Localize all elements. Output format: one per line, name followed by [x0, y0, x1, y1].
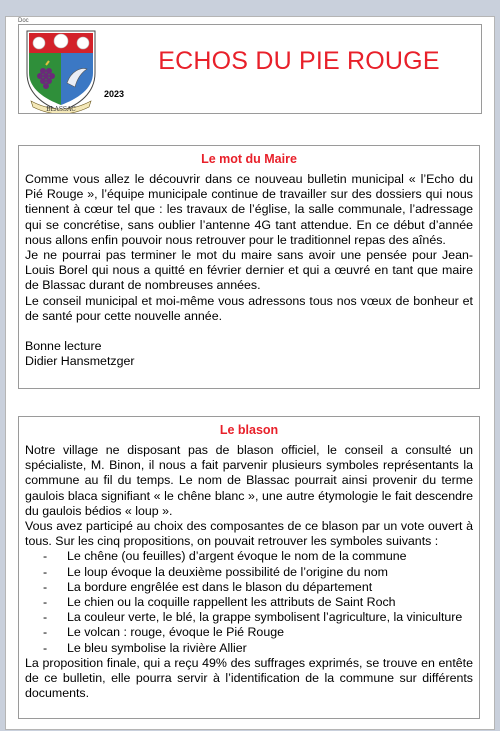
mayor-paragraph: Comme vous allez le découvrir dans ce nouveau bulletin municipal « l’Echo du Pié Rouge », l’équipe municipale continue de travailler sur des dossiers qui nous tiennent à cœur tel que : les travaux de l’église, la salle communale, l’adressage qui se concrétise, sans oublier l’antenne 4G tant attendue. En ce début d’année nous allons enfin pouvoir nous retrouver pour le traditionnel repas des aînés. — [25, 172, 473, 247]
mayor-word-heading: Le mot du Maire — [201, 152, 297, 166]
bulletin-title: ECHOS DU PIE ROUGE — [158, 47, 440, 75]
blason-symbol-list — [25, 549, 473, 655]
bulletin-year: 2023 — [104, 89, 125, 99]
mayor-closing: Bonne lecture — [25, 339, 102, 354]
symbol-item: - Le bleu symbolise la rivière Allier — [43, 641, 473, 656]
blason-heading: Le blason — [219, 423, 279, 437]
symbol-item: - Le volcan : rouge, évoque le Pié Rouge — [43, 625, 473, 640]
blason-conclusion: La proposition finale, qui a reçu 49% des suffrages exprimés, se trouve en entête de ce bulletin, elle pourra servir à l’identification de la commune sur différents documents. — [25, 655, 473, 701]
symbol-item: - La bordure engrêlée est dans le blason du département — [43, 580, 473, 595]
mayor-signature: Didier Hansmetzger — [25, 354, 135, 369]
mayor-word-section — [18, 145, 480, 389]
symbol-item: - Le chien ou la coquille rappellent les attributs de Saint Roch — [43, 595, 473, 610]
mayor-paragraph: Le conseil municipal et moi-même vous adressons tous nos vœux de bonheur et de santé pour cette nouvelle année. — [25, 293, 473, 323]
mayor-paragraph: Je ne pourrai pas terminer le mot du maire sans avoir une pensée pour Jean-Louis Borel qui nous a quitté en février dernier et qui a œuvré en tant que maire de Blassac durant de nombreuses années. — [25, 248, 473, 293]
blason-vote: Vous avez participé au choix des composantes de ce blason par un vote ouvert à tous. Sur les cinq propositions, on pouvait retrouver les symboles suivants : — [25, 519, 473, 549]
symbol-item: - La couleur verte, le blé, la grappe symbolisent l’agriculture, la viniculture — [43, 610, 473, 625]
paragraph-spacer — [25, 324, 473, 339]
symbol-item: - Le loup évoque la deuxième possibilité de l’origine du nom — [43, 565, 473, 580]
symbol-item: - Le chêne (ou feuilles) d’argent évoque le nom de la commune — [43, 549, 473, 564]
blason-intro: Notre village ne disposant pas de blason officiel, le conseil a consulté un spécialiste, M. Binon, il nous a fait parvenir plusieurs symboles représentants la commune au fil du temps. Le nom de Blassac pourrait ainsi provenir du terme gaulois blaca signifiant « le chêne blanc », une autre étymologie le fait descendre du gaulois bédios « loup ». — [25, 443, 473, 518]
corner-tag: Doc — [18, 18, 29, 24]
blassac-crest-logo — [23, 27, 99, 113]
bulletin-header — [18, 24, 482, 114]
crest-banner-text: BLASSAC — [46, 106, 76, 113]
blason-section — [18, 416, 480, 719]
